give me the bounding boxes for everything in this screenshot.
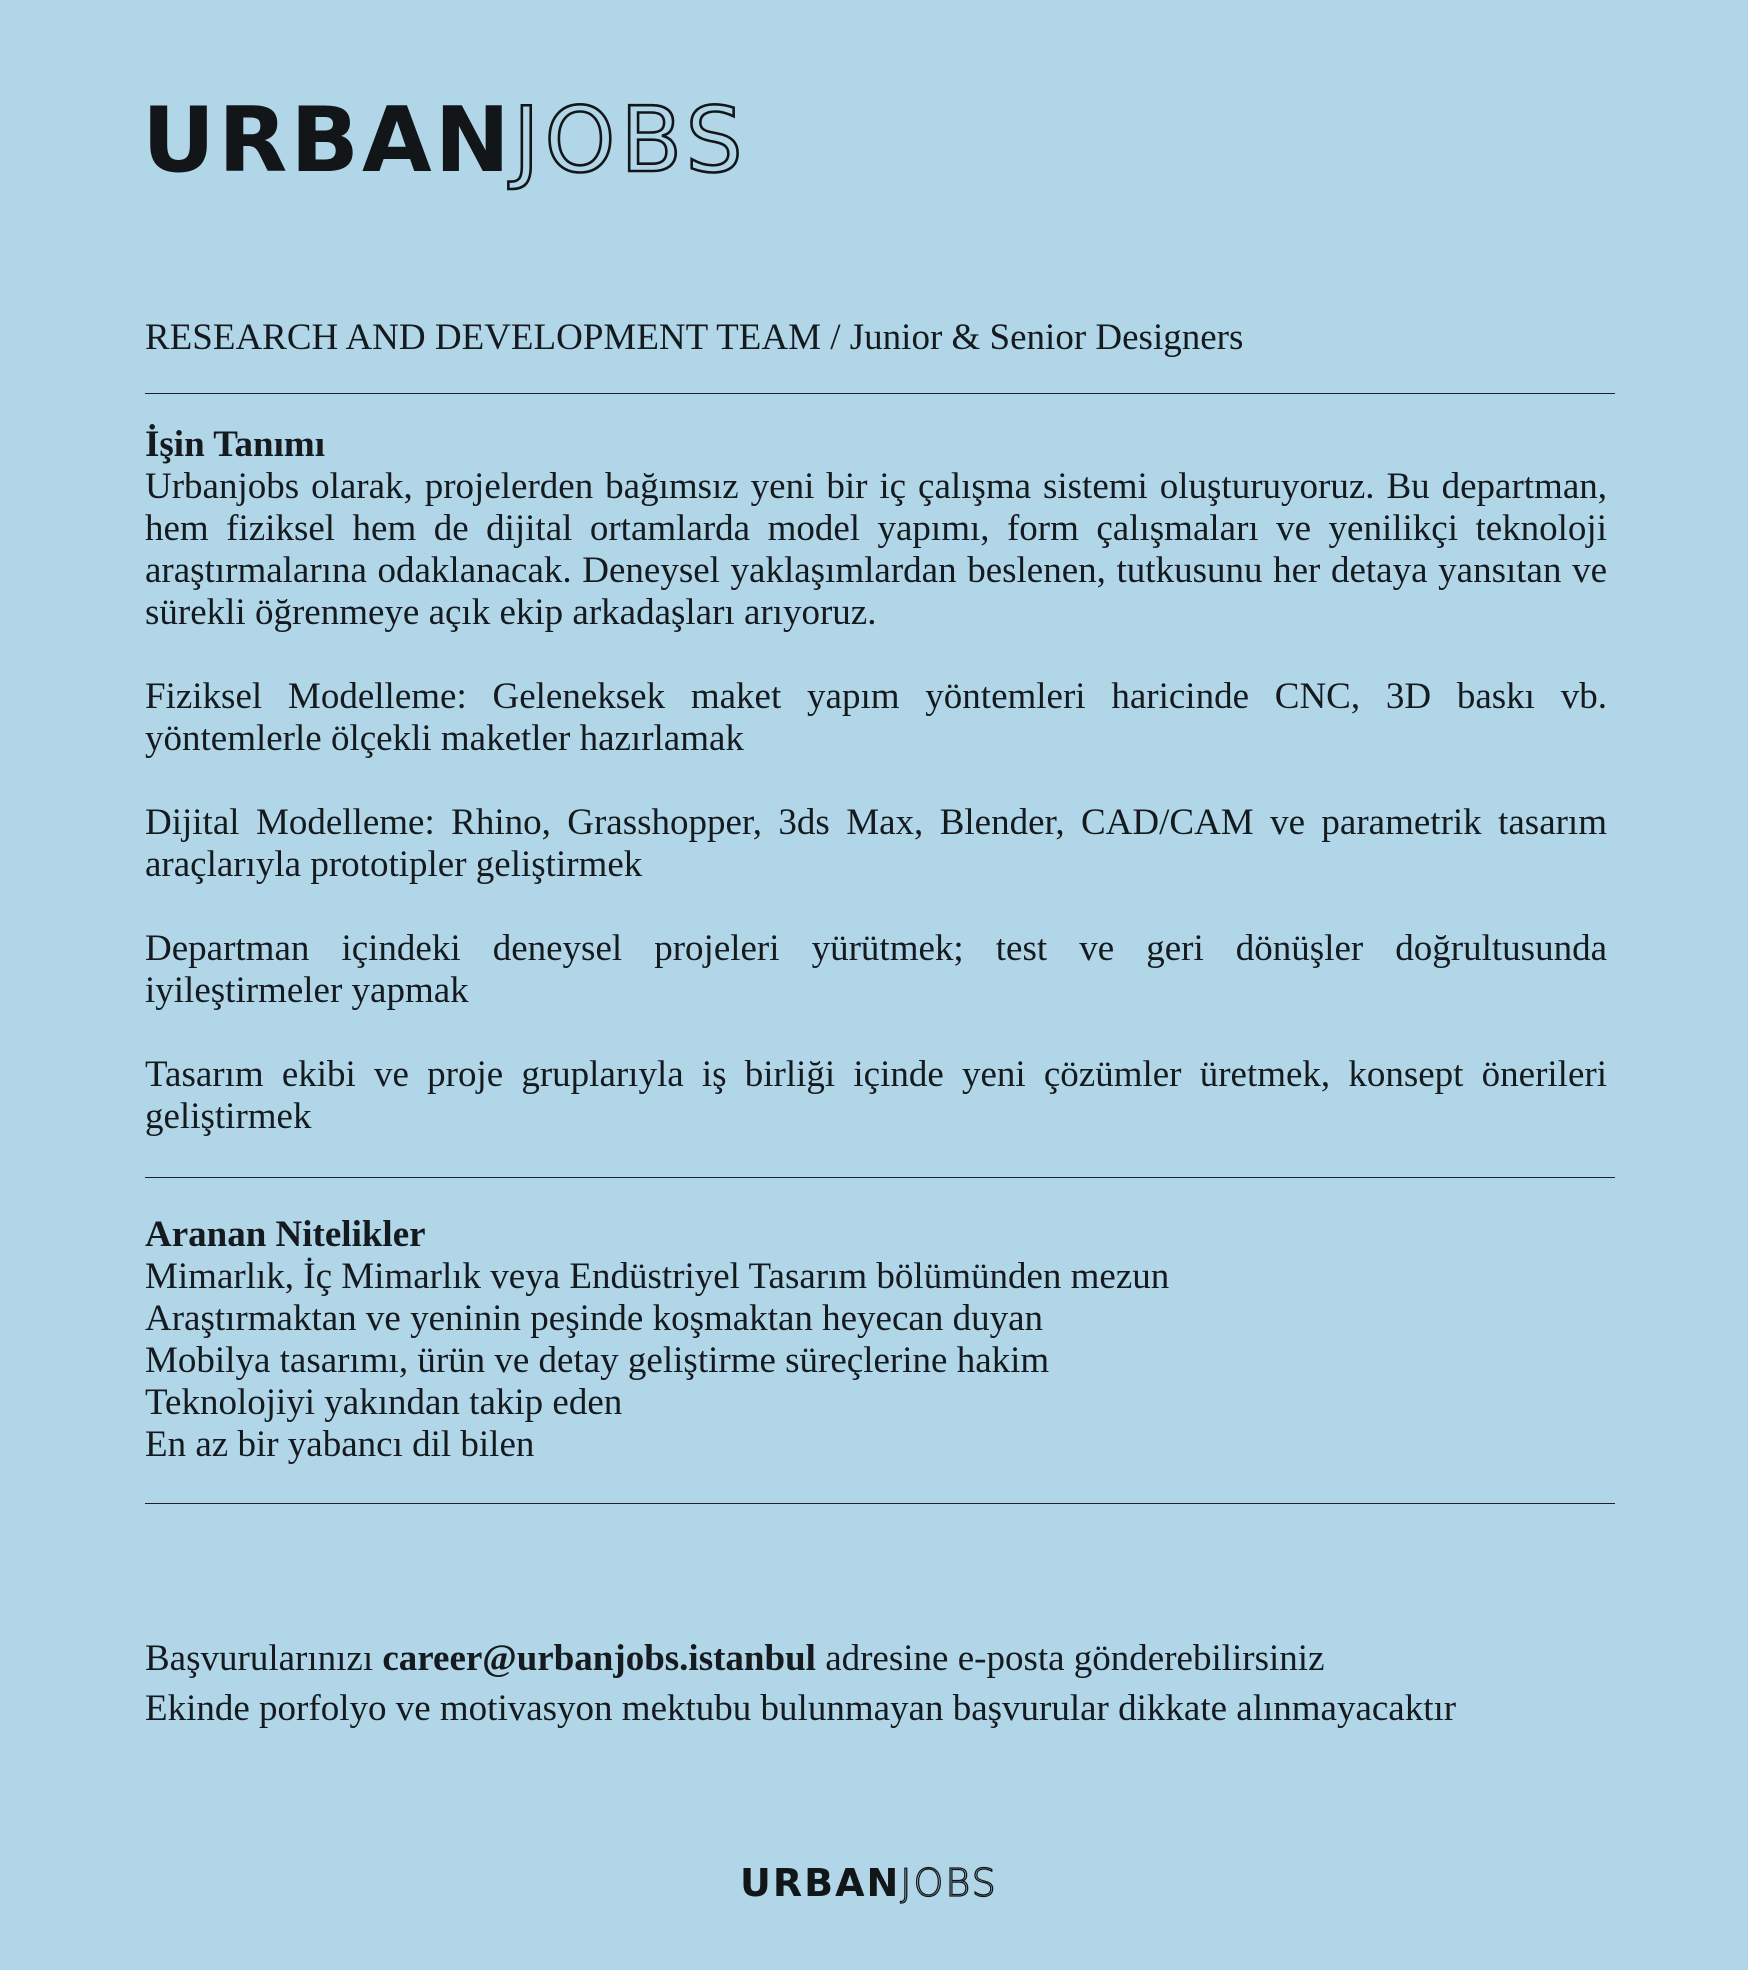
requirements-title: Aranan Nitelikler: [145, 1214, 426, 1255]
apply-note: Ekinde porfolyo ve motivasyon mektubu bulunmayan başvurular dikkate alınmayacaktır: [145, 1688, 1457, 1729]
application-info: [145, 1634, 1456, 1734]
divider: [145, 393, 1615, 394]
requirements-list: [145, 1256, 1607, 1466]
logo-jobs-text: JOBS: [900, 1861, 998, 1905]
job-description-paragraph: Tasarım ekibi ve proje gruplarıyla iş birliği içinde yeni çözümler üretmek, konsept önerileri geliştirmek: [145, 1054, 1607, 1137]
job-description-paragraph: Departman içindeki deneysel projeleri yürütmek; test ve geri dönüşler doğrultusunda iyileştirmeler yapmak: [145, 928, 1607, 1011]
apply-suffix: adresine e-posta gönderebilirsiniz: [825, 1638, 1325, 1679]
page-title: [145, 316, 1607, 359]
divider: [145, 1177, 1615, 1178]
job-description-title: İşin Tanımı: [145, 424, 325, 465]
email-link[interactable]: career@urbanjobs.istanbul: [382, 1638, 816, 1679]
team-name: RESEARCH AND DEVELOPMENT TEAM: [145, 317, 821, 358]
apply-line: [145, 1634, 1456, 1684]
requirements-section: [145, 1214, 1607, 1466]
list-item: Mimarlık, İç Mimarlık veya Endüstriyel Tasarım bölümünden mezun: [145, 1256, 1170, 1297]
job-description-paragraph: Fiziksel Modelleme: Geleneksek maket yapım yöntemleri haricinde CNC, 3D baskı vb. yöntemlerle ölçekli maketler hazırlamak: [145, 676, 1607, 759]
logo-urban-text: URBAN: [142, 88, 513, 193]
divider: [145, 1503, 1615, 1504]
footer-logo: [740, 1861, 998, 1905]
logo-jobs-text: JOBS: [512, 88, 748, 193]
list-item: En az bir yabancı dil bilen: [145, 1424, 535, 1465]
list-item: Teknolojiyi yakından takip eden: [145, 1382, 623, 1423]
list-item: Araştırmaktan ve yeninin peşinde koşmaktan heyecan duyan: [145, 1298, 1043, 1339]
list-item: Mobilya tasarımı, ürün ve detay geliştirme süreçlerine hakim: [145, 1340, 1050, 1381]
role-names: Junior & Senior Designers: [849, 317, 1244, 358]
job-description-section: [145, 424, 1607, 1138]
job-description-paragraph: Dijital Modelleme: Rhino, Grasshopper, 3ds Max, Blender, CAD/CAM ve parametrik tasarım araçlarıyla prototipler geliştirmek: [145, 802, 1607, 885]
title-separator: /: [830, 317, 841, 358]
urbanjobs-logo: [142, 88, 748, 193]
logo-urban-text: URBAN: [740, 1861, 901, 1905]
job-description-paragraph: Urbanjobs olarak, projelerden bağımsız yeni bir iç çalışma sistemi oluşturuyoruz. Bu departman, hem fiziksel hem de dijital ortamlarda model yapımı, form çalışmaları ve yenilikçi teknoloji araştırmalarına odaklanacak. Deneysel yaklaşımlardan beslenen, tutkusunu her detaya yansıtan ve sürekli öğrenmeye açık ekip arkadaşları arıyoruz.: [145, 466, 1607, 633]
apply-prefix: Başvurularınızı: [145, 1638, 374, 1679]
